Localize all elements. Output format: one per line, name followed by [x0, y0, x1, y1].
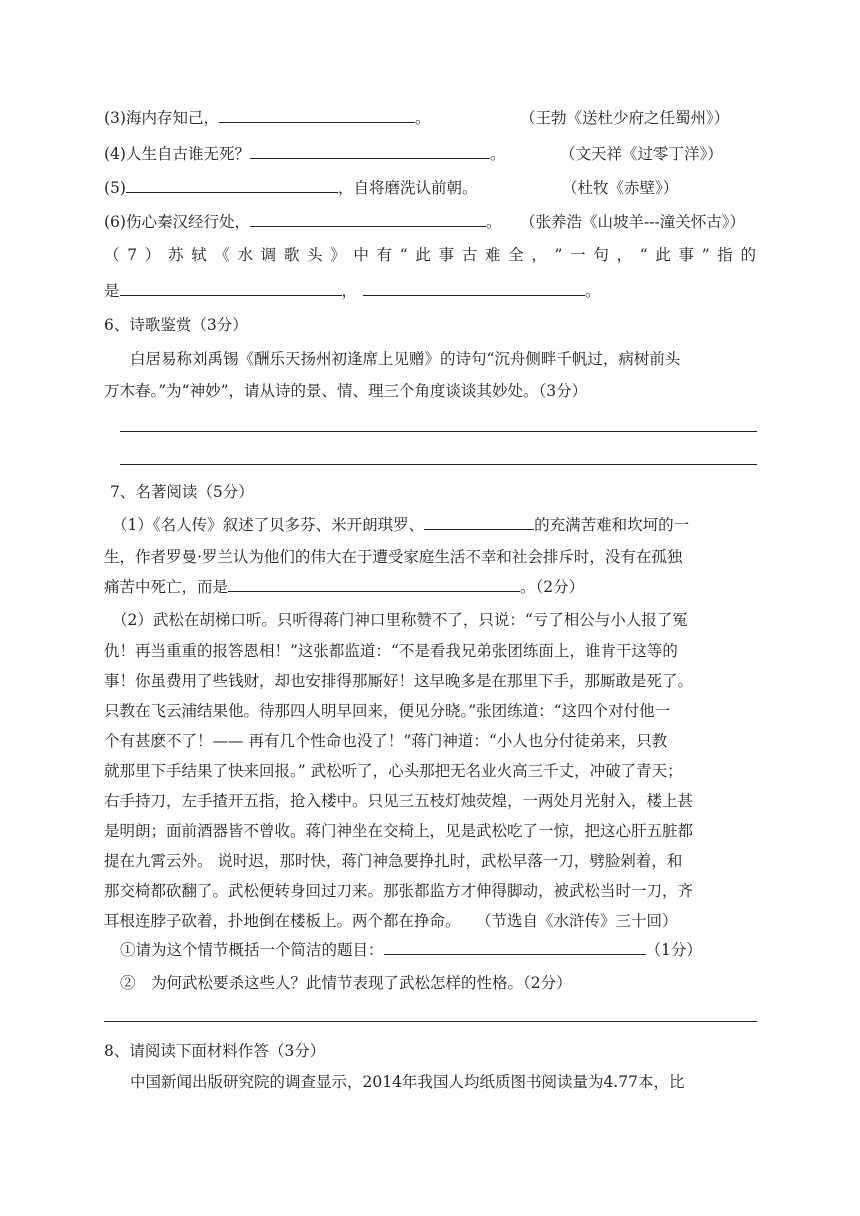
- answer-blank[interactable]: [250, 212, 486, 227]
- q5-item-5-prompt: (5): [104, 179, 126, 197]
- q5-item-7-char: ，: [531, 246, 547, 264]
- q5-item-7-char: 》: [330, 246, 346, 264]
- q5-item-4: [104, 143, 505, 165]
- q6-title: 6、诗歌鉴赏（3分）: [104, 316, 248, 334]
- q5-item-7-char: 苏: [167, 246, 184, 264]
- q6-paragraph-line: 万木春。”为“神妙”，请从诗的景、情、理三个角度谈谈其妙处。（3分）: [104, 382, 588, 400]
- q5-item-7-end: 。: [585, 282, 601, 300]
- q5-item-3: [104, 107, 430, 129]
- q7-sub1-line3: [104, 576, 584, 598]
- passage-line: 右手持刀，左手揸开五指，抢入楼中。只见三五枝灯烛荧煌，一两处月光射入，楼上甚: [104, 792, 694, 810]
- q5-item-7-char: 水: [237, 246, 253, 264]
- q5-item-7-char: 一: [570, 246, 586, 264]
- q5-item-4-end: 。: [489, 145, 506, 163]
- answer-blank[interactable]: [250, 144, 490, 159]
- passage-line: 提在九霄云外。 说时迟，那时快，蒋门神急要挣扎时，武松早落一刀，劈脸剁着，和: [104, 852, 683, 870]
- q5-item-7-char: ）: [144, 246, 161, 264]
- passage-line: 是明朗；面前酒器皆不曾收。蒋门神坐在交椅上，见是武松吃了一惊，把这心肝五脏都: [104, 822, 694, 840]
- passage-line: 仇！再当重重的报答恩相！”这张都监道：“不是看我兄弟张团练面上，谁肯干这等的: [104, 642, 678, 660]
- q5-item-7-line2: [104, 280, 601, 302]
- q5-item-7-char: 此: [655, 246, 671, 264]
- q7-sub2-question1-prompt: ①请为这个情节概括一个简洁的题目：: [120, 941, 384, 959]
- q5-item-7-char: 古: [461, 246, 478, 264]
- q8-paragraph-line: 中国新闻出版研究院的调查显示，2014年我国人均纸质图书阅读量为4.77本，比: [130, 1073, 685, 1091]
- q5-item-7-char: ”: [701, 246, 710, 264]
- q5-item-7-lead: 是: [104, 282, 120, 300]
- q5-item-7-char: 歌: [283, 246, 300, 264]
- q5-item-7-char: 句: [593, 246, 609, 264]
- passage-line: 就那里下手结果了快来回报。” 武松听了，心头那把无名业火高三千丈，冲破了青天；: [104, 762, 683, 780]
- passage-line: 只教在飞云浦结果他。待那四人明早回来，便见分晓。”张团练道：“这四个对付他一: [104, 702, 671, 720]
- q7-sub1-lead: 痛苦中死亡，而是: [104, 578, 229, 596]
- q7-sub2-question1: [120, 939, 702, 961]
- q5-item-7-char: 有: [376, 246, 393, 264]
- answer-blank[interactable]: [363, 281, 585, 296]
- q5-item-7-char: ”: [554, 246, 563, 264]
- q7-sub1-score: 。（2分）: [520, 578, 585, 596]
- q5-item-4-prompt: (4)人生自古谁无死？: [104, 145, 250, 163]
- answer-blank[interactable]: [384, 940, 646, 955]
- q5-item-7-char: 事: [678, 246, 695, 264]
- q5-item-7-line1: [104, 244, 756, 266]
- q5-item-6-end: 。: [485, 213, 502, 231]
- answer-blank[interactable]: [228, 577, 520, 592]
- passage-line: 耳根连脖子砍着，扑地倒在楼板上。两个都在挣命。 （节选自《水浒传》三十回）: [104, 912, 678, 930]
- q5-item-6-source: （张养浩《山坡羊---潼关怀古》）: [520, 213, 745, 231]
- q5-item-7-char: 调: [260, 246, 277, 264]
- q5-item-5-source: （杜牧《赤壁》）: [562, 179, 679, 197]
- q5-item-3-prompt: (3)海内存知己，: [104, 109, 219, 127]
- q5-item-7-char: 7: [127, 246, 138, 264]
- q5-item-7-char: 全: [508, 246, 524, 264]
- q5-item-7-char: 《: [214, 246, 230, 264]
- q7-sub1-continuation: 的充满苦难和坎坷的一: [534, 516, 690, 534]
- answer-line[interactable]: [120, 464, 757, 465]
- q7-title: 7、名著阅读（5分）: [110, 483, 254, 501]
- q7-sub2-question2: ② 为何武松要杀这些人？此情节表现了武松怎样的性格。（2分）: [120, 974, 572, 992]
- q7-sub1-prompt: （1）《名人传》叙述了贝多芬、米开朗琪罗、: [112, 516, 425, 534]
- q5-item-5-end: ，自将磨洗认前朝。: [337, 179, 478, 197]
- passage-line: 事！你虽费用了些钱财，却也安排得那厮好！这早晚多是在那里下手，那厮敢是死了。: [104, 672, 694, 690]
- q5-item-7-char: 中: [353, 246, 369, 264]
- answer-blank[interactable]: [120, 281, 342, 296]
- answer-line[interactable]: [104, 1021, 757, 1022]
- q5-item-7-char: （: [104, 246, 120, 264]
- q5-item-5: [104, 177, 477, 199]
- q5-item-3-source: （王勃《送杜少府之任蜀州》）: [520, 109, 730, 127]
- answer-blank[interactable]: [219, 108, 415, 123]
- q5-item-7-char: 事: [438, 246, 455, 264]
- answer-blank[interactable]: [126, 178, 338, 193]
- passage-line: （2）武松在胡梯口听。只听得蒋门神口里称赞不了，只说：“亏了相公与小人报了冤: [112, 611, 688, 629]
- answer-line[interactable]: [120, 431, 757, 432]
- q5-item-7-char: 指: [717, 246, 733, 264]
- q7-sub1-line1: [112, 514, 689, 536]
- q5-item-7-comma: ，: [341, 282, 358, 300]
- q5-item-7-char: ，: [616, 246, 633, 264]
- q7-sub2-question1-score: （1分）: [645, 941, 702, 959]
- q5-item-7-char: 轼: [191, 246, 207, 264]
- q5-item-6: [104, 211, 501, 233]
- q5-item-3-end: 。: [414, 109, 431, 127]
- q5-item-7-char: “: [639, 246, 648, 264]
- q7-sub1-line2: 生，作者罗曼·罗兰认为他们的伟大在于遭受家庭生活不幸和社会排斥时，没有在孤独: [104, 548, 683, 566]
- q5-item-6-prompt: (6)伤心秦汉经行处，: [104, 213, 250, 231]
- q8-title: 8、请阅读下面材料作答（3分）: [104, 1042, 326, 1060]
- q5-item-7-char: 难: [484, 246, 501, 264]
- passage-line: 个有甚麽不了！—— 再有几个性命也没了！”蒋门神道：“小人也分付徒弟来，只教: [104, 732, 668, 750]
- q5-item-4-source: （文天祥《过零丁洋》）: [560, 145, 723, 163]
- q5-item-7-char: 头: [307, 246, 323, 264]
- q6-paragraph-line: 白居易称刘禹锡《酬乐天扬州初逢席上见赠》的诗句“沉舟侧畔千帆过，病树前头: [130, 350, 681, 368]
- q5-item-7-char: “: [399, 246, 408, 264]
- q5-item-7-char: 的: [740, 246, 756, 264]
- answer-blank[interactable]: [424, 515, 534, 530]
- q5-item-7-char: 此: [415, 246, 431, 264]
- passage-line: 那交椅都砍翻了。武松便转身回过刀来。那张都监方才伸得脚动，被武松当时一刀，齐: [104, 882, 694, 900]
